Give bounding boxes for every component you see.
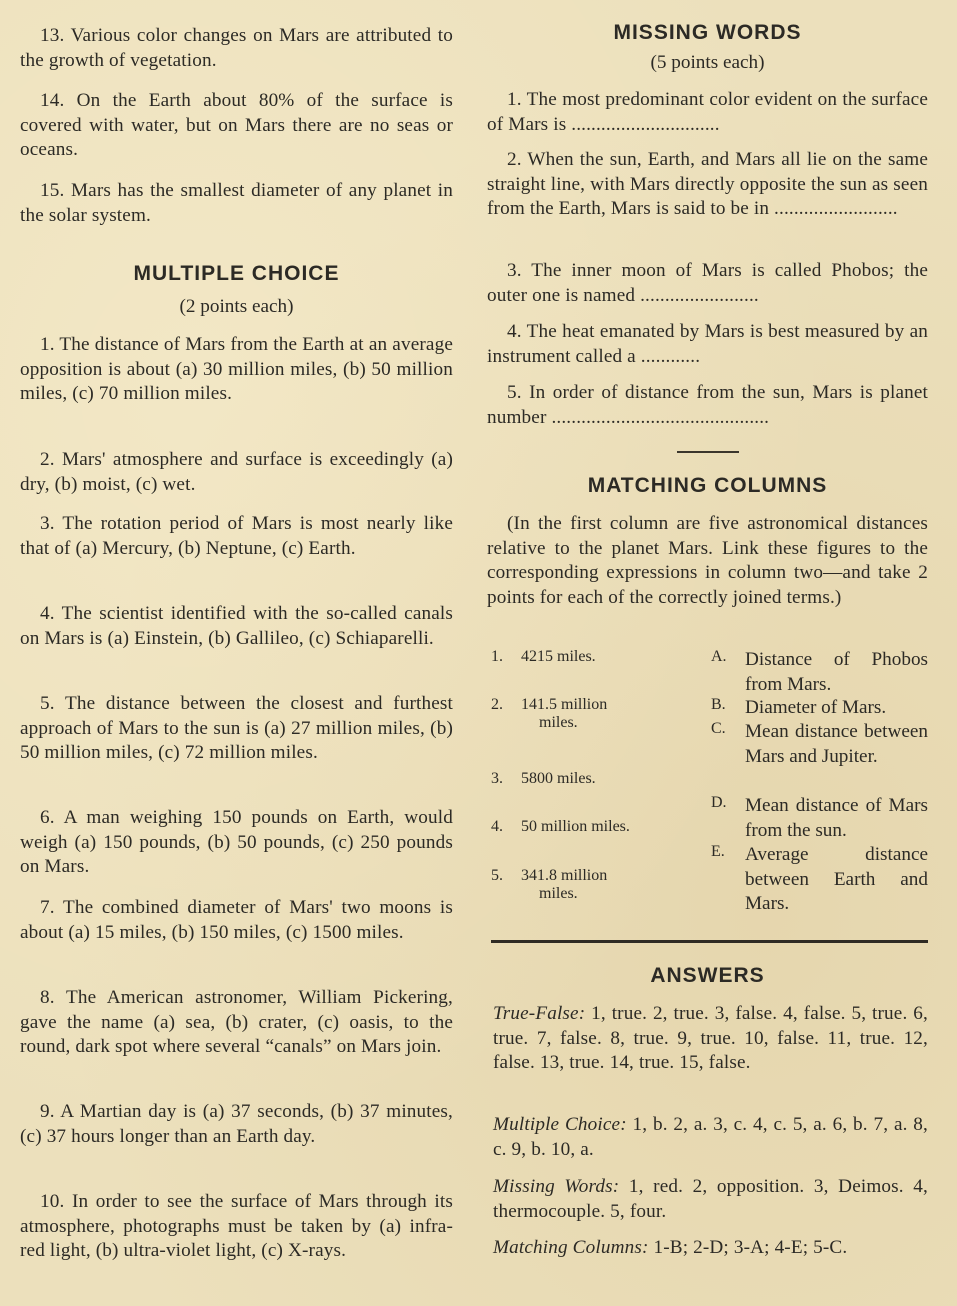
points-label: (5 points each): [650, 52, 765, 73]
question-number: 2.: [40, 449, 55, 470]
mw-question: [487, 259, 928, 308]
section-title: ANSWERS: [650, 964, 765, 987]
item-text: 341.8 million: [521, 867, 608, 884]
item-letter: B.: [711, 696, 726, 713]
question-number: 1.: [40, 334, 55, 355]
item-text: 141.5 million: [521, 696, 608, 713]
question-number: 10.: [40, 1191, 65, 1212]
answer-block: [493, 1236, 928, 1261]
mc-question: [20, 1190, 453, 1264]
question-text: The distance between the closest and furthest approach of Mars to the sun is (a) 27 million miles, (b) 50 million miles, (c) 72 million miles.: [20, 693, 453, 764]
question-number: 5.: [40, 693, 55, 714]
matching-right-item: [711, 720, 928, 795]
section-title: MATCHING COLUMNS: [587, 474, 828, 497]
item-text: 5800 miles.: [521, 770, 596, 787]
item-number: 1.: [491, 648, 503, 665]
mc-question: [20, 692, 453, 766]
item-text-continued: miles.: [539, 885, 578, 902]
question-text: When the sun, Earth, and Mars all lie on the same straight line, with Mars directly opposite the sun as seen from the Earth, Mars is said to be in .........................: [487, 149, 928, 220]
instructions-text: (In the first column are five astronomical distances relative to the planet Mars. Link these figures to the corresponding expressions in column two—and take 2 points for each of the correctly joined terms.): [487, 513, 928, 608]
answer-text: 1, red. 2, opposition. 3, Deimos. 4, thermocouple. 5, four.: [493, 1176, 928, 1222]
mw-question: [487, 88, 928, 137]
item-text-continued: miles.: [539, 714, 578, 731]
question-text: A man weighing 150 pounds on Earth, would weigh (a) 150 pounds, (b) 50 pounds, (c) 250 pounds on Mars.: [20, 807, 453, 878]
answer-text: 1, true. 2, true. 3, false. 4, false. 5, true. 6, true. 7, false. 8, true. 9, true. 10, false. 11, true. 12, false. 13, true. 14, true. 15, false.: [493, 1003, 928, 1074]
true-false-item: [20, 179, 453, 228]
question-text: A Martian day is (a) 37 seconds, (b) 37 minutes, (c) 37 hours longer than an Earth day.: [20, 1101, 453, 1147]
item-text: Mean distance of Mars from the sun.: [745, 795, 928, 841]
item-number: 2.: [491, 696, 503, 713]
question-number: 5.: [507, 382, 522, 403]
question-text: Various color changes on Mars are attributed to the growth of vegetation.: [20, 25, 453, 71]
answer-block: [493, 1002, 928, 1076]
item-letter: D.: [711, 794, 727, 811]
question-text: The inner moon of Mars is called Phobos; the outer one is named ........................: [487, 260, 928, 306]
matching-left-item: [491, 696, 607, 732]
item-text: 4215 miles.: [521, 648, 596, 665]
mw-question: [487, 320, 928, 369]
question-text: The American astronomer, William Pickering, gave the name (a) sea, (b) crater, (c) oasis, to the round, dark spot where several “canals” on Mars join.: [20, 987, 453, 1058]
matching-right-item: [711, 843, 928, 918]
section-title: MULTIPLE CHOICE: [133, 262, 340, 285]
question-number: 7.: [40, 897, 55, 918]
answers-heading: [487, 964, 928, 988]
mc-question: [20, 602, 453, 651]
question-number: 9.: [40, 1101, 55, 1122]
points-label: (2 points each): [179, 296, 294, 317]
question-text: In order to see the surface of Mars through its atmosphere, photographs must be taken by (a) infra-red light, (b) ultra-violet light, (c) X-rays.: [20, 1191, 453, 1262]
mc-question: [20, 333, 453, 407]
matching-columns-heading: [487, 474, 928, 498]
matching-left-item: [491, 867, 607, 903]
matching-left-item: [491, 818, 630, 836]
question-number: 4.: [40, 603, 55, 624]
question-text: The scientist identified with the so-called canals on Mars is (a) Einstein, (b) Gallileo, (c) Schiaparelli.: [20, 603, 453, 649]
answer-label: True-False:: [493, 1003, 586, 1024]
question-number: 15.: [40, 180, 65, 201]
matching-right-item: [711, 794, 928, 844]
question-text: On the Earth about 80% of the surface is covered with water, but on Mars there are no seas or oceans.: [20, 90, 453, 161]
missing-words-points: [487, 52, 928, 74]
question-number: 2.: [507, 149, 522, 170]
answer-label: Multiple Choice:: [493, 1114, 627, 1135]
mc-question: [20, 986, 453, 1060]
matching-right-item: [711, 696, 928, 722]
matching-intro: [487, 512, 928, 610]
mw-question: [487, 148, 928, 222]
item-letter: A.: [711, 648, 727, 665]
question-number: 13.: [40, 25, 65, 46]
question-number: 14.: [40, 90, 65, 111]
question-text: The distance of Mars from the Earth at an average opposition is about (a) 30 million miles, (b) 50 million miles, (c) 70 million miles.: [20, 334, 453, 405]
item-number: 3.: [491, 770, 503, 787]
missing-words-heading: [487, 21, 928, 45]
item-text: Mean distance between Mars and Jupiter.: [745, 721, 928, 767]
item-text: Average distance between Earth and Mars.: [745, 844, 928, 915]
item-text: Diameter of Mars.: [745, 697, 887, 718]
question-text: The rotation period of Mars is most nearly like that of (a) Mercury, (b) Neptune, (c) Earth.: [20, 513, 453, 559]
answer-label: Missing Words:: [493, 1176, 620, 1197]
answer-block: [493, 1175, 928, 1224]
question-text: The most predominant color evident on the surface of Mars is ..............................: [487, 89, 928, 135]
question-number: 8.: [40, 987, 55, 1008]
true-false-item: [20, 24, 453, 73]
matching-left-item: [491, 770, 596, 788]
mw-question: [487, 381, 928, 430]
item-letter: E.: [711, 843, 725, 860]
item-number: 4.: [491, 818, 503, 835]
section-title: MISSING WORDS: [613, 21, 802, 44]
question-text: The combined diameter of Mars' two moons is about (a) 15 miles, (b) 150 miles, (c) 1500 miles.: [20, 897, 453, 943]
matching-left-item: [491, 648, 596, 666]
answer-text: 1-B; 2-D; 3-A; 4-E; 5-C.: [653, 1237, 848, 1258]
mc-question: [20, 896, 453, 945]
mc-question: [20, 448, 453, 497]
matching-right-item: [711, 648, 928, 698]
question-text: Mars' atmosphere and surface is exceedingly (a) dry, (b) moist, (c) wet.: [20, 449, 453, 495]
answer-text: 1, b. 2, a. 3, c. 4, c. 5, a. 6, b. 7, a. 8, c. 9, b. 10, a.: [493, 1114, 928, 1160]
item-letter: C.: [711, 720, 726, 737]
mc-question: [20, 1100, 453, 1149]
question-number: 4.: [507, 321, 522, 342]
question-number: 3.: [507, 260, 522, 281]
item-number: 5.: [491, 867, 503, 884]
question-text: Mars has the smallest diameter of any planet in the solar system.: [20, 180, 453, 226]
answer-label: Matching Columns:: [493, 1237, 649, 1258]
question-text: The heat emanated by Mars is best measured by an instrument called a ............: [487, 321, 928, 367]
item-text: Distance of Phobos from Mars.: [745, 649, 928, 695]
multiple-choice-points: [20, 296, 453, 318]
answers-divider: [491, 940, 928, 943]
mc-question: [20, 512, 453, 561]
multiple-choice-heading: [20, 262, 453, 286]
question-number: 1.: [507, 89, 522, 110]
true-false-item: [20, 89, 453, 163]
question-number: 3.: [40, 513, 55, 534]
mc-question: [20, 806, 453, 880]
section-divider: [677, 451, 739, 453]
question-number: 6.: [40, 807, 55, 828]
answer-block: [493, 1113, 928, 1162]
item-text: 50 million miles.: [521, 818, 630, 835]
question-text: In order of distance from the sun, Mars is planet number ............................................: [487, 382, 929, 428]
